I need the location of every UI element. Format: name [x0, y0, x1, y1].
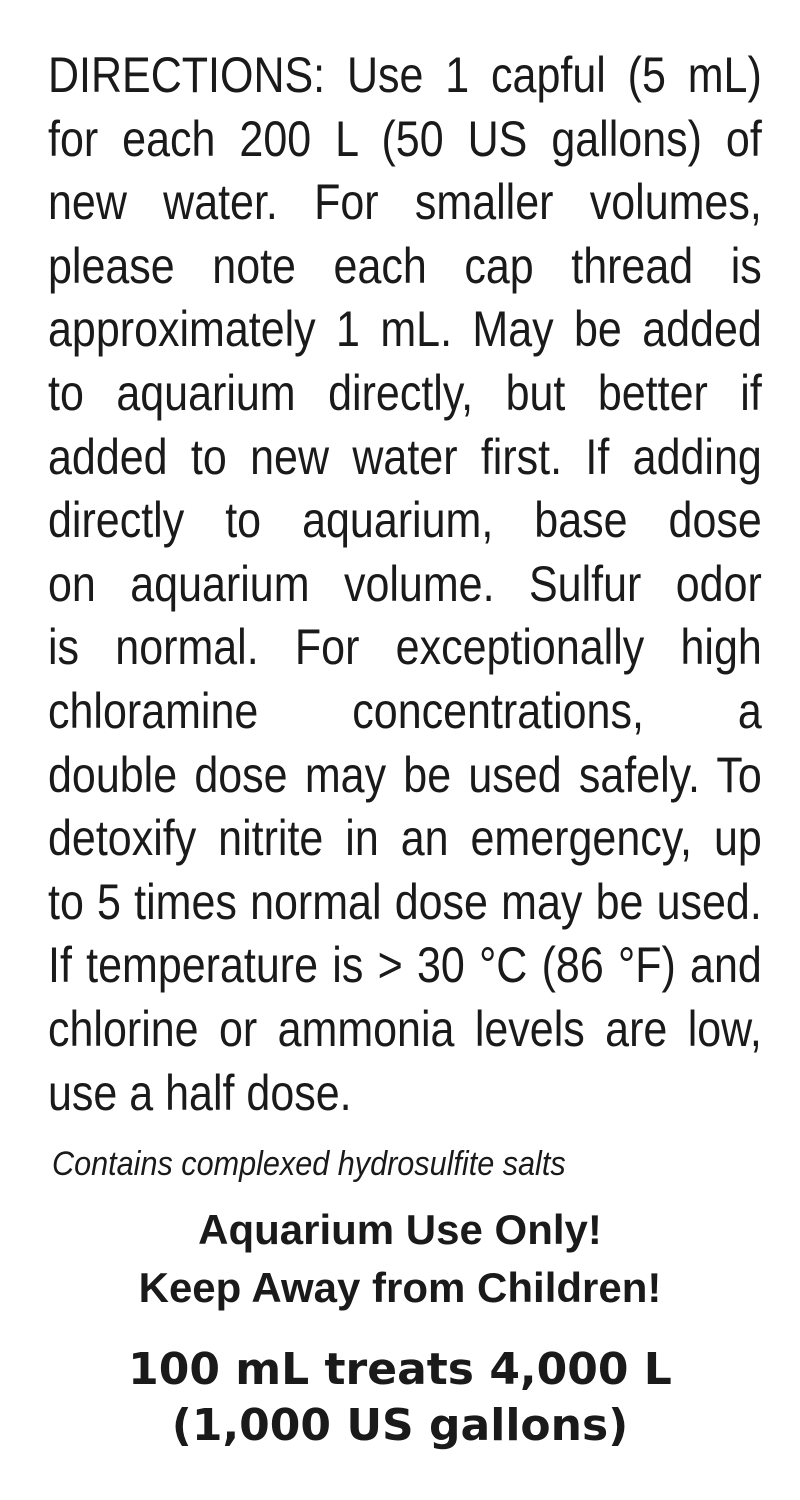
- directions-line: use a half dose.: [48, 1064, 352, 1121]
- directions-line: DIRECTIONS: Use 1 capful (5 mL): [48, 47, 762, 103]
- keep-away-warning: Keep Away from Children!: [138, 1264, 662, 1311]
- treatment-volume: 100 mL treats 4,000 L: [128, 1344, 672, 1395]
- directions-line: for each 200 L (50 US gallons) of: [48, 110, 762, 167]
- directions-line: chloramine concentrations, a: [48, 682, 762, 739]
- directions-line: is normal. For exceptionally high: [48, 619, 762, 676]
- directions-line: chlorine or ammonia levels are low,: [48, 1000, 762, 1057]
- aquarium-use-warning: Aquarium Use Only!: [198, 1206, 602, 1253]
- directions-line: directly to aquarium, base dose: [48, 492, 762, 549]
- directions-line: approximately 1 mL. May be added: [48, 301, 762, 358]
- directions-line: to aquarium directly, but better if: [48, 364, 762, 421]
- directions-line: added to new water first. If adding: [48, 428, 762, 485]
- directions-line: please note each cap thread is: [48, 237, 762, 294]
- ingredients-note: Contains complexed hydrosulfite salts: [52, 1145, 566, 1183]
- directions-line: on aquarium volume. Sulfur odor: [48, 555, 762, 612]
- directions-line: new water. For smaller volumes,: [48, 174, 762, 231]
- directions-line: double dose may be used safely. To: [48, 746, 762, 803]
- directions-line: If temperature is > 30 °C (86 °F) and: [48, 937, 762, 994]
- directions-text: [48, 44, 762, 1125]
- treatment-gallons: (1,000 US gallons): [171, 1400, 629, 1451]
- directions-line: to 5 times normal dose may be used.: [48, 873, 762, 930]
- directions-line: detoxify nitrite in an emergency, up: [48, 810, 762, 867]
